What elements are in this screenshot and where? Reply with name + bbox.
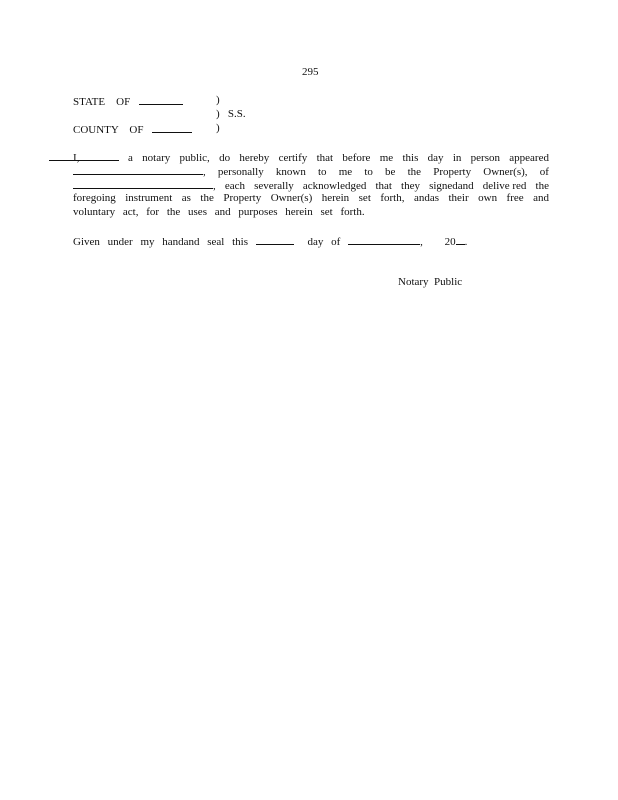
- word: Property: [433, 166, 472, 178]
- certificate-line-5: [73, 206, 365, 218]
- word: the: [407, 166, 422, 178]
- word: be: [385, 166, 396, 178]
- word: set: [320, 206, 333, 218]
- word: instrument: [125, 192, 173, 204]
- word: set: [358, 192, 371, 204]
- word: the: [200, 192, 214, 204]
- word: the: [535, 180, 549, 192]
- word: Owner(s),: [483, 166, 528, 178]
- notary-name-blank[interactable]: [49, 150, 119, 161]
- word: free: [506, 192, 524, 204]
- word: the: [166, 206, 181, 218]
- word: certify: [278, 152, 308, 164]
- certificate-line-2: [73, 164, 549, 178]
- comma: ,: [420, 236, 423, 248]
- word: herein: [321, 192, 350, 204]
- ss-marker: ) S.S.: [216, 108, 246, 120]
- word: day: [307, 236, 324, 248]
- word: before: [342, 152, 371, 164]
- word: notary: [142, 152, 171, 164]
- word: forth,: [380, 192, 405, 204]
- word: signedand: [429, 180, 474, 192]
- word: severally: [254, 180, 294, 192]
- year-blank[interactable]: [456, 234, 465, 245]
- word: that: [375, 180, 392, 192]
- month-blank[interactable]: [348, 234, 420, 245]
- word: they: [401, 180, 420, 192]
- word: uses: [188, 206, 207, 218]
- word: that: [316, 152, 334, 164]
- county-line: [73, 122, 192, 136]
- word: under: [107, 236, 133, 248]
- word: Property: [223, 192, 262, 204]
- day-blank[interactable]: [256, 234, 294, 245]
- word: andas: [413, 192, 440, 204]
- word: do: [219, 152, 231, 164]
- given-line: [73, 234, 467, 248]
- word: in: [452, 152, 462, 164]
- word: this: [232, 236, 249, 248]
- state-line: [73, 94, 183, 108]
- word: each: [224, 180, 245, 192]
- word: act,: [122, 206, 139, 218]
- word: purposes: [238, 206, 278, 218]
- word: a: [127, 152, 133, 164]
- word: public,: [179, 152, 210, 164]
- word: own: [478, 192, 498, 204]
- word: foregoing: [73, 192, 116, 204]
- certificate-line-4: [73, 192, 549, 204]
- notary-public-label: Notary Public: [398, 276, 463, 288]
- word: known: [275, 166, 306, 178]
- word: forth.: [340, 206, 365, 218]
- certificate-line-1: [73, 150, 549, 164]
- word: me: [379, 152, 394, 164]
- word: their: [448, 192, 469, 204]
- county-blank[interactable]: [152, 122, 192, 133]
- word: I,: [73, 152, 80, 164]
- word: as: [181, 192, 191, 204]
- word: handand: [162, 236, 200, 248]
- word: person: [470, 152, 500, 164]
- year-prefix: 20: [444, 236, 456, 248]
- word: of: [331, 236, 341, 248]
- word: Given: [73, 236, 100, 248]
- word: personally: [217, 166, 264, 178]
- property-blank-wrap: ,: [73, 178, 216, 192]
- word: seal: [207, 236, 225, 248]
- word: acknowledged: [302, 180, 367, 192]
- venue-paren-1: ): [216, 94, 220, 106]
- state-blank[interactable]: [139, 94, 183, 105]
- word: voluntary: [73, 206, 116, 218]
- word: me: [338, 166, 353, 178]
- word: hereby: [239, 152, 270, 164]
- word: herein: [285, 206, 313, 218]
- page-number: 295: [302, 66, 319, 78]
- word: to: [318, 166, 327, 178]
- word: my: [140, 236, 155, 248]
- word: and: [214, 206, 231, 218]
- word: of: [539, 166, 549, 178]
- property-blank[interactable]: [73, 178, 213, 189]
- certificate-line-3: [73, 178, 549, 192]
- word: this: [402, 152, 419, 164]
- owner-name-blank-wrap: ,: [73, 164, 206, 178]
- county-label: COUNTY OF: [73, 124, 144, 136]
- word: to: [364, 166, 373, 178]
- venue-paren-2: ): [216, 122, 220, 134]
- owner-name-blank[interactable]: [73, 164, 203, 175]
- word: day: [427, 152, 444, 164]
- word: Owner(s): [270, 192, 313, 204]
- word: for: [146, 206, 160, 218]
- period: .: [464, 236, 468, 248]
- word: and: [533, 192, 549, 204]
- word: appeared: [509, 152, 549, 164]
- word: delive red: [482, 180, 527, 192]
- state-label: STATE OF: [73, 96, 131, 108]
